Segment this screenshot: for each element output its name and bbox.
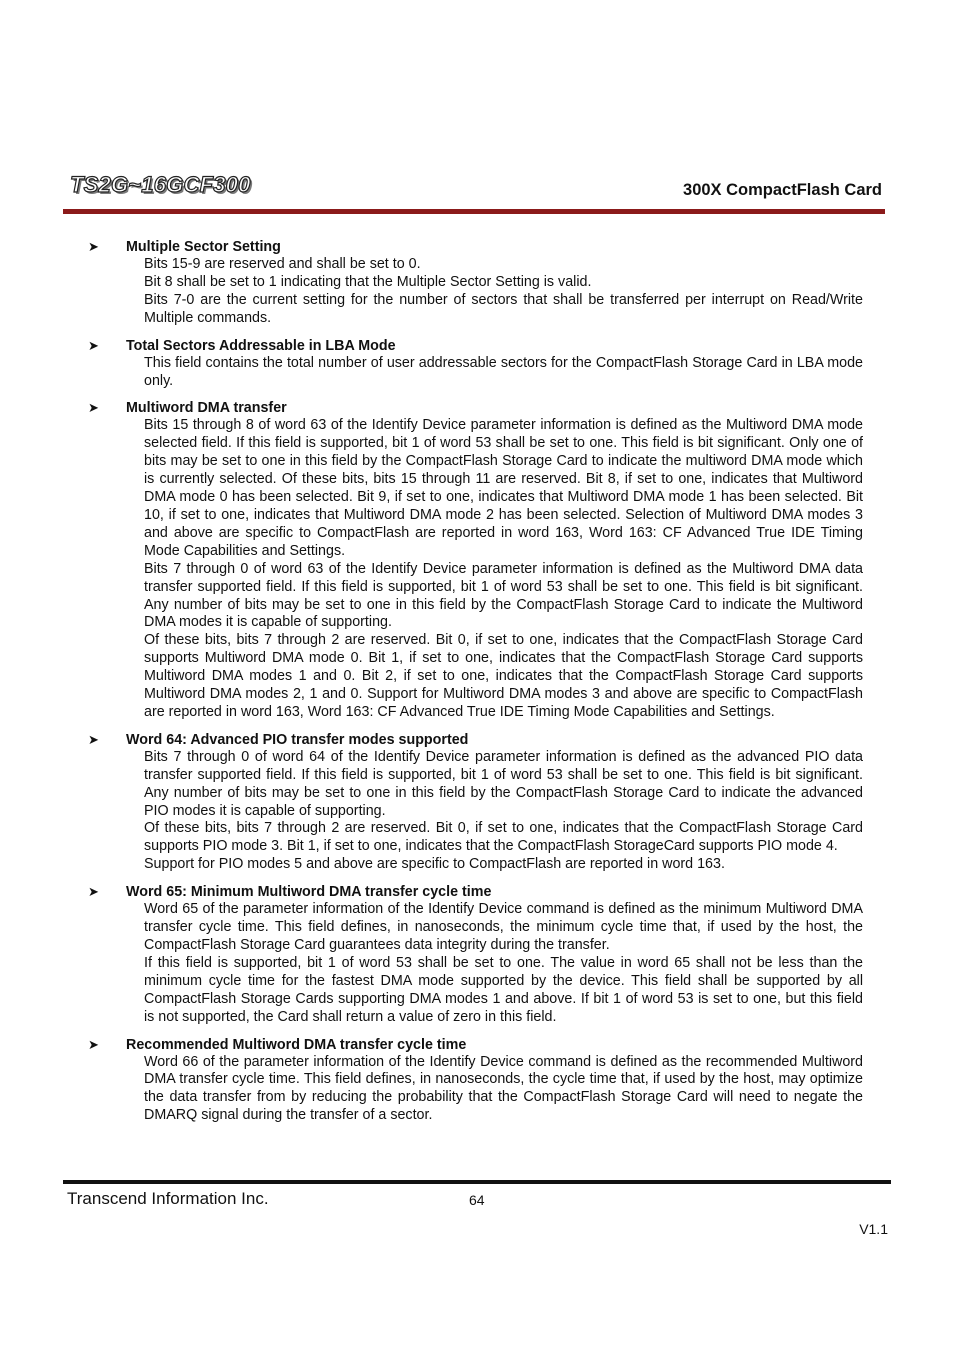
arrow-bullet-icon: ➤ xyxy=(88,239,99,254)
section-heading xyxy=(88,337,863,355)
section-body xyxy=(144,417,863,721)
page-number: 64 xyxy=(469,1192,485,1208)
section-body xyxy=(144,355,863,391)
paragraph: Support for PIO modes 5 and above are specific to CompactFlash are reported in word 163. xyxy=(144,856,725,873)
section-word-64-advanced-pio xyxy=(88,731,863,874)
paragraph: This field contains the total number of user addressable sectors for the CompactFlash Storage Card in LBA mode only. xyxy=(144,354,863,389)
section-multiple-sector-setting xyxy=(88,238,863,328)
document-subtitle: 300X CompactFlash Card xyxy=(683,181,882,199)
arrow-bullet-icon: ➤ xyxy=(88,1036,99,1052)
paragraph: If this field is supported, bit 1 of word 53 shall be set to one. The value in word 65 shall not be less than the minimum cycle time for the fastest DMA mode supported by the device. This field shall be supported by all CompactFlash Storage Cards supporting DMA modes 1 and above. If bit 1 of word 53 is set to one, but this field is not supported, the Card shall return a value of zero in this field. xyxy=(144,954,863,1025)
arrow-bullet-icon: ➤ xyxy=(88,400,99,416)
footer-rule xyxy=(63,1180,891,1184)
paragraph: Of these bits, bits 7 through 2 are reserved. Bit 0, if set to one, indicates that the CompactFlash Storage Card supports PIO mode 3. Bit 1, if set to one, indicates that the CompactFlash StorageCard supports PIO mode 4. xyxy=(144,820,863,855)
section-title: Total Sectors Addressable in LBA Mode xyxy=(126,337,396,354)
paragraph: Bit 8 shall be set to 1 indicating that the Multiple Sector Setting is valid. xyxy=(144,273,592,290)
section-heading xyxy=(88,731,863,749)
section-title: Recommended Multiword DMA transfer cycle time xyxy=(126,1036,467,1053)
paragraph: Bits 7 through 0 of word 64 of the Identify Device parameter information is defined as the advanced PIO data transfer supported field. If this field is supported, bit 1 of word 53 shall be set to one. This field is bit significant. Any number of bits may be set to one in this field by the CompactFlash Storage Card to indicate the advanced PIO modes it is capable of supporting. xyxy=(144,748,863,819)
section-heading xyxy=(88,883,863,901)
arrow-bullet-icon: ➤ xyxy=(88,337,99,353)
arrow-bullet-icon: ➤ xyxy=(88,731,99,747)
section-title: Multiword DMA transfer xyxy=(126,400,287,417)
section-body xyxy=(144,749,863,874)
header-rule xyxy=(63,209,885,214)
section-multiword-dma-transfer xyxy=(88,399,863,721)
paragraph: Word 65 of the parameter information of the Identify Device command is defined as the minimum Multiword DMA transfer cycle time. This field defines, in nanoseconds, the minimum cycle time that, if used by the host, the CompactFlash Storage Card guarantees data integrity during the transfer. xyxy=(144,901,863,953)
section-heading xyxy=(88,399,863,417)
paragraph: Bits 7-0 are the current setting for the number of sectors that shall be transferred per interrupt on Read/Write Multiple commands. xyxy=(144,291,863,326)
arrow-bullet-icon: ➤ xyxy=(88,884,99,900)
document-title: TS2G~16GCF300 xyxy=(70,172,251,197)
paragraph: Bits 15-9 are reserved and shall be set to 0. xyxy=(144,256,421,272)
section-word-65-min-dma-cycle xyxy=(88,883,863,1026)
paragraph: Bits 7 through 0 of word 63 of the Identify Device parameter information is defined as the Multiword DMA data transfer supported field. If this field is supported, bit 1 of word 53 shall be set to one. This field is bit significant. Any number of bits may be set to one in this field by the CompactFlash Storage Card to indicate the Multiword DMA modes it is capable of supporting. xyxy=(144,560,863,631)
paragraph: Bits 15 through 8 of word 63 of the Identify Device parameter information is defined as the Multiword DMA mode selected field. If this field is supported, bit 1 of word 53 shall be set to one. This field is bit significant. Only one of bits may be set to one in this field by the CompactFlash Storage Card to indicate the multiword DMA mode which is currently selected. Of these bits, bits 15 through 11 are reserved. Bit 8, if set to one, indicates that Multiword DMA mode 0 has been selected. Bit 9, if set to one, indicates that Multiword DMA mode 1 has been selected. Bit 10, if set to one, indicates that Multiword DMA mode 2 has been selected. Selection of Multiword DMA modes 3 and above are specific to CompactFlash are reported in word 163, Word 163: CF Advanced True IDE Timing Mode Capabilities and Settings. xyxy=(144,417,863,559)
document-version: V1.1 xyxy=(859,1221,888,1237)
section-body xyxy=(144,256,863,328)
main-content xyxy=(88,238,863,1134)
section-heading xyxy=(88,238,863,256)
footer-company: Transcend Information Inc. xyxy=(67,1189,269,1208)
section-total-sectors-lba xyxy=(88,337,863,391)
section-title: Word 65: Minimum Multiword DMA transfer cycle time xyxy=(126,884,492,901)
section-body xyxy=(144,1054,863,1126)
section-title: Multiple Sector Setting xyxy=(126,239,281,255)
paragraph: Word 66 of the parameter information of the Identify Device command is defined as the recommended Multiword DMA transfer cycle time. This field defines, in nanoseconds, the cycle time that, if used by the host, may optimize the data transfer from by reducing the probability that the CompactFlash Storage Card will need to negate the DMARQ signal during the transfer of a sector. xyxy=(144,1053,863,1124)
section-heading xyxy=(88,1036,863,1054)
section-body xyxy=(144,901,863,1026)
section-recommended-dma-cycle xyxy=(88,1036,863,1126)
paragraph: Of these bits, bits 7 through 2 are reserved. Bit 0, if set to one, indicates that the CompactFlash Storage Card supports Multiword DMA mode 0. Bit 1, if set to one, indicates that the CompactFlash Storage Card supports Multiword DMA modes 1 and 0. Bit 2, if set to one, indicates that the CompactFlash Storage Card supports Multiword DMA modes 2, 1 and 0. Support for Multiword DMA modes 3 and above are specific to CompactFlash are reported in word 163, Word 163: CF Advanced True IDE Timing Mode Capabilities and Settings. xyxy=(144,632,863,720)
section-title: Word 64: Advanced PIO transfer modes supported xyxy=(126,731,469,748)
